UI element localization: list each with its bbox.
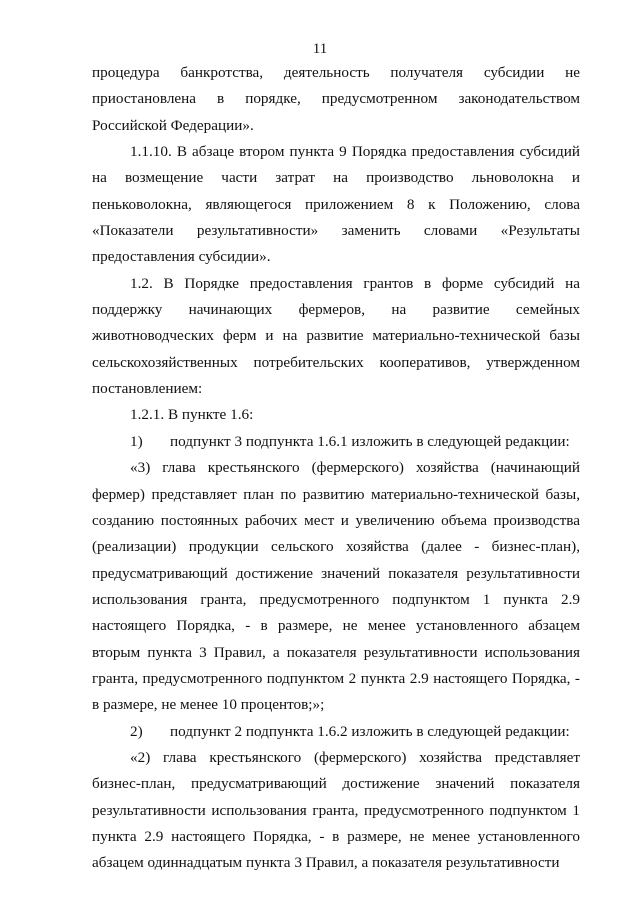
list-item-number: 1) xyxy=(130,432,143,450)
list-item-text: подпункт 2 подпункта 1.6.2 изложить в следующей редакции: xyxy=(170,722,570,740)
list-item-number: 2) xyxy=(130,722,143,740)
paragraph-1-2: 1.2. В Порядке предоставления грантов в форме субсидий на поддержку начинающих фермеров, на развитие семейных животноводческих ферм и на развитие материально-технической базы сельскохозяйственных потребительских кооперативов, утвержденном постановлением: xyxy=(92,274,580,398)
paragraph-continuation: процедура банкротства, деятельность получателя субсидии не приостановлена в порядке, предусмотренном законодательством Российской Федерации». xyxy=(92,64,580,134)
list-item-1 xyxy=(92,429,580,455)
paragraph-quote-3: «3) глава крестьянского (фермерского) хозяйства (начинающий фермер) представляет план по развитию материально-технической базы, созданию постоянных рабочих мест и увеличению объема производства (реализации) продукции сельского хозяйства (далее - бизнес-план), предусматривающий достижение значений показателя результативности использования гранта, предусмотренного подпунктом 1 пункта 2.9 настоящего Порядка, - в размере, не менее установленного абзацем вторым пункта 3 Правил, а показателя результативности использования гранта, предусмотренного подпунктом 2 пункта 2.9 настоящего Порядка, - в размере, не менее 10 процентов;»; xyxy=(92,459,580,714)
list-item-text: подпункт 3 подпункта 1.6.1 изложить в следующей редакции: xyxy=(170,432,570,450)
page-number: 11 xyxy=(312,41,328,57)
document-body xyxy=(92,60,580,877)
paragraph-1-2-1: 1.2.1. В пункте 1.6: xyxy=(130,406,254,424)
paragraph-1-1-10: 1.1.10. В абзаце втором пункта 9 Порядка предоставления субсидий на возмещение части затрат на производство льноволокна и пеньковолокна, являющегося приложением 8 к Положению, слова «Показатели результативности» заменить словами «Результаты предоставления субсидии». xyxy=(92,143,580,266)
list-item-2 xyxy=(92,719,580,745)
paragraph-quote-2: «2) глава крестьянского (фермерского) хозяйства представляет бизнес-план, предусматривающий достижение значений показателя результативности использования гранта, предусмотренного подпунктом 1 пункта 2.9 настоящего Порядка, - в размере, не менее установленного абзацем одиннадцатым пункта 3 Правил, а показателя результативности xyxy=(92,748,580,872)
